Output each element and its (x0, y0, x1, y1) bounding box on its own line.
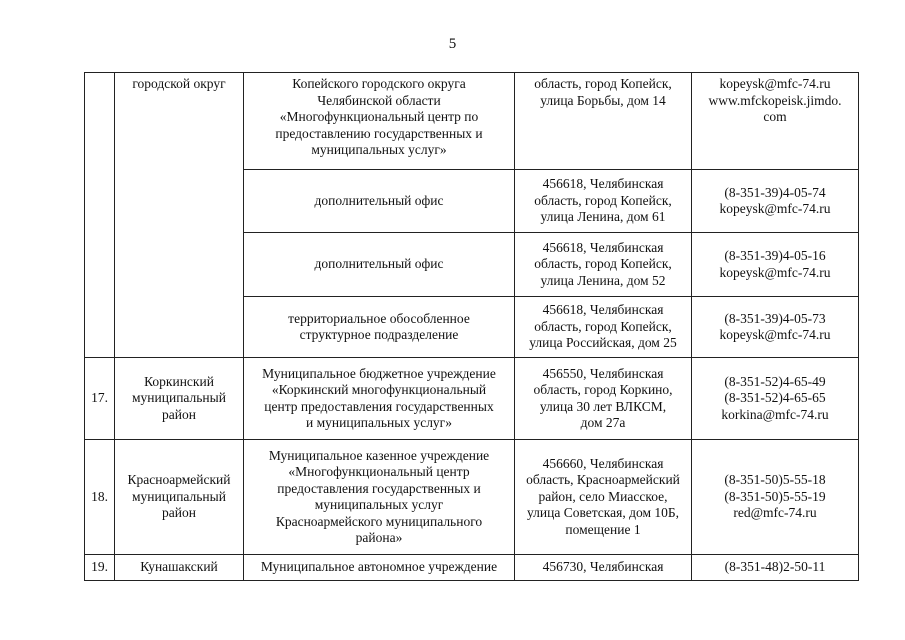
mfc-table (84, 72, 859, 581)
address-line: область, город Коркино, (533, 382, 673, 397)
institution-name-line: Копейского городского округа (292, 76, 466, 91)
contacts-cell (692, 440, 859, 555)
address-line: область, город Копейск, (534, 256, 672, 272)
address-line: область, город Копейск, (534, 76, 672, 91)
address-line: 456618, Челябинская (542, 239, 664, 255)
district-line: Кунашакский (140, 559, 218, 575)
district-line: район (162, 406, 196, 422)
institution-name-line: муниципальных услуг (314, 497, 444, 512)
institution-name-line: Муниципальное автономное учреждение (260, 559, 498, 575)
table-row (85, 73, 859, 170)
contact-line: com (763, 109, 787, 124)
institution-name-line: района» (355, 530, 403, 545)
address-line: дом 27а (580, 415, 626, 430)
institution-name-line: предоставлению государственных и (275, 125, 483, 141)
district-line: городской округ (132, 76, 226, 91)
district-cell (115, 440, 244, 555)
institution-name-cell (244, 358, 515, 440)
institution-name-cell (244, 233, 515, 297)
contact-line: (8-351-52)4-65-65 (724, 390, 826, 406)
row-number-cell: 19. (85, 555, 115, 581)
contact-line: www.mfckopeisk.jimdo. (708, 92, 842, 108)
institution-name-line: муниципальных услуг» (311, 142, 447, 157)
contact-line: (8-351-39)4-05-73 (724, 310, 826, 326)
address-cell (515, 297, 692, 358)
institution-name-cell (244, 297, 515, 358)
address-cell (515, 170, 692, 233)
contact-line: (8-351-52)4-65-49 (724, 373, 826, 389)
address-line: область, Красноармейский (526, 472, 680, 488)
address-line: область, город Копейск, (534, 192, 672, 208)
table-row (85, 358, 859, 440)
address-line: 456660, Челябинская (542, 455, 664, 471)
address-line: 456618, Челябинская (542, 176, 664, 192)
address-cell (515, 358, 692, 440)
address-cell (515, 555, 692, 581)
address-line: улица Российская, дом 25 (529, 335, 677, 351)
district-line: Коркинский (144, 373, 214, 389)
address-line: помещение 1 (565, 521, 641, 537)
contact-line: (8-351-39)4-05-74 (724, 184, 826, 200)
contact-line: kopeysk@mfc-74.ru (719, 201, 831, 216)
address-cell (515, 233, 692, 297)
institution-name-line: структурное подразделение (299, 327, 459, 342)
contact-line: (8-351-50)5-55-19 (724, 488, 826, 504)
district-line: муниципальный (132, 488, 226, 504)
institution-name-line: дополнительный офис (314, 256, 444, 272)
institution-name-line: Челябинской области (317, 92, 441, 108)
contact-line: (8-351-39)4-05-16 (724, 248, 826, 263)
institution-name-cell (244, 440, 515, 555)
district-cell (115, 73, 244, 358)
address-line: улица Советская, дом 10Б, (526, 505, 680, 521)
district-line: муниципальный (132, 390, 226, 406)
institution-name-line: «Многофункциональный центр по (279, 109, 479, 124)
institution-name-line: предоставления государственных и (277, 480, 481, 496)
district-line: район (162, 505, 196, 521)
row-number-cell: 18. (85, 440, 115, 555)
institution-name-line: и муниципальных услуг» (306, 415, 452, 430)
row-number-cell (85, 73, 115, 358)
contact-line: kopeysk@mfc-74.ru (719, 76, 831, 91)
contact-line: (8-351-50)5-55-18 (724, 472, 826, 488)
institution-name-line: центр предоставления государственных (264, 398, 494, 414)
address-line: улица Ленина, дом 61 (540, 209, 666, 225)
district-cell (115, 358, 244, 440)
contacts-cell (692, 555, 859, 581)
address-cell (515, 440, 692, 555)
contact-line: kopeysk@mfc-74.ru (719, 264, 831, 280)
row-number-cell: 17. (85, 358, 115, 440)
institution-name-line: Муниципальное бюджетное учреждение (262, 365, 496, 381)
address-line: район, село Миасское, (538, 488, 668, 504)
district-cell (115, 555, 244, 581)
contact-line: korkina@mfc-74.ru (721, 406, 829, 422)
contact-line: kopeysk@mfc-74.ru (719, 327, 831, 342)
institution-name-line: Муниципальное казенное учреждение (268, 447, 490, 463)
address-line: 456730, Челябинская (542, 559, 664, 575)
address-line: 456550, Челябинская (542, 365, 664, 381)
contact-line: red@mfc-74.ru (733, 505, 817, 521)
address-line: область, город Копейск, (534, 318, 672, 334)
contacts-cell (692, 73, 859, 170)
institution-name-line: территориальное обособленное (288, 310, 470, 326)
table-row (85, 555, 859, 581)
contacts-cell (692, 358, 859, 440)
address-line: улица Борьбы, дом 14 (540, 92, 666, 108)
table-row (85, 440, 859, 555)
district-line: Красноармейский (127, 472, 231, 488)
institution-name-line: Красноармейского муниципального (275, 513, 483, 529)
institution-name-cell (244, 73, 515, 170)
address-cell (515, 73, 692, 170)
contacts-cell (692, 233, 859, 297)
institution-name-cell (244, 555, 515, 581)
institution-name-line: «Многофункциональный центр (288, 464, 470, 479)
contacts-cell (692, 170, 859, 233)
contact-line: (8-351-48)2-50-11 (724, 559, 826, 575)
contacts-cell (692, 297, 859, 358)
institution-name-cell (244, 170, 515, 233)
address-line: улица Ленина, дом 52 (540, 272, 666, 288)
address-line: 456618, Челябинская (542, 302, 664, 318)
page-number: 5 (448, 36, 457, 52)
institution-name-line: дополнительный офис (314, 192, 444, 208)
address-line: улица 30 лет ВЛКСМ, (539, 398, 667, 414)
institution-name-line: «Коркинский многофункциональный (271, 382, 487, 397)
